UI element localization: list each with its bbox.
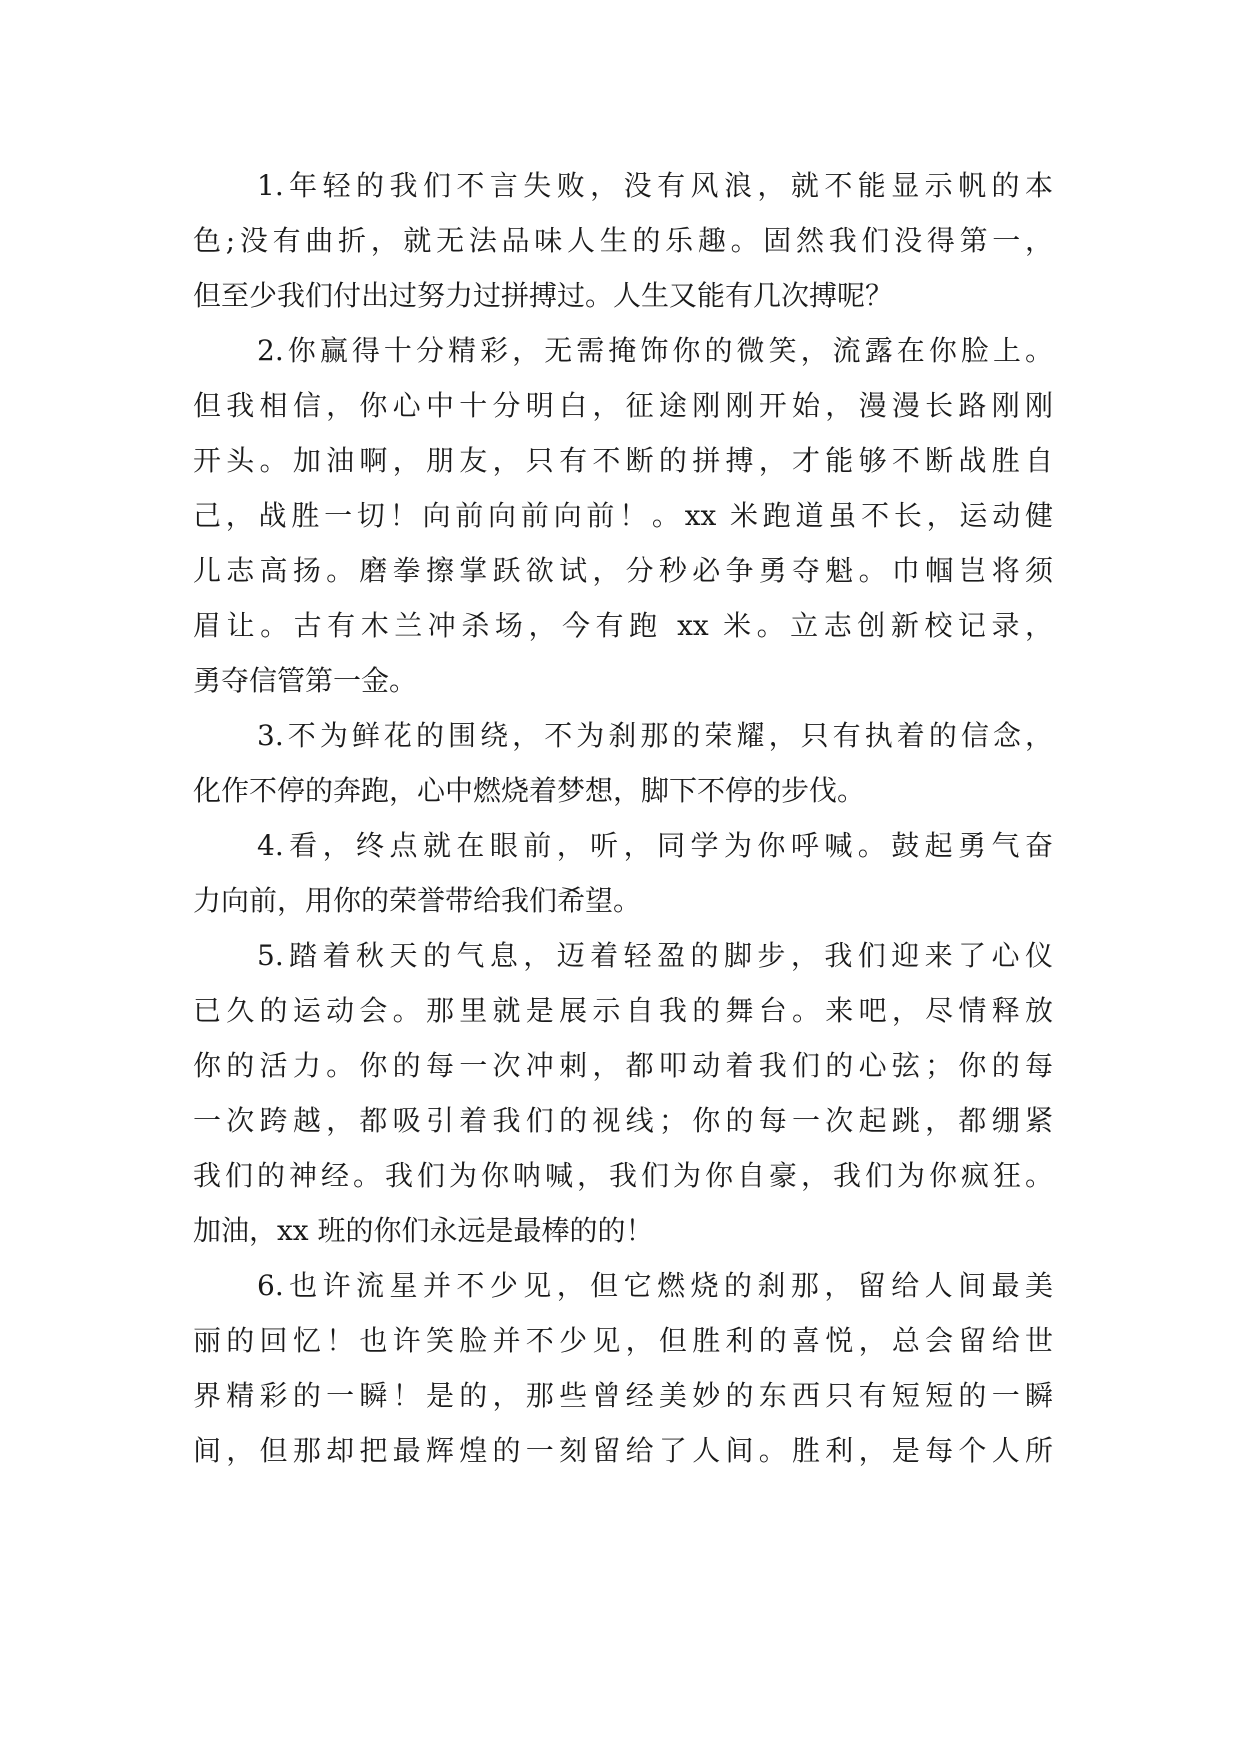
paragraph-line: 丽的回忆！也许笑脸并不少见，但胜利的喜悦，总会留给世 bbox=[193, 1324, 1053, 1357]
paragraph-line: 己，战胜一切！向前向前向前！。xx 米跑道虽不长，运动健 bbox=[193, 499, 1053, 532]
paragraph-line: 但至少我们付出过努力过拼搏过。人生又能有几次搏呢？ bbox=[193, 279, 894, 312]
paragraph-4 bbox=[193, 818, 1053, 928]
paragraph-line: 间，但那却把最辉煌的一刻留给了人间。胜利，是每个人所 bbox=[193, 1434, 1053, 1467]
paragraph-line: 力向前，用你的荣誉带给我们希望。 bbox=[193, 884, 642, 917]
paragraph-line: 2.你赢得十分精彩，无需掩饰你的微笑，流露在你脸上。 bbox=[257, 334, 1053, 367]
paragraph-line: 我们的神经。我们为你呐喊，我们为你自豪，我们为你疯狂。 bbox=[193, 1159, 1053, 1192]
paragraph-line: 儿志高扬。磨拳擦掌跃欲试，分秒必争勇夺魁。巾帼岂将须 bbox=[193, 554, 1053, 587]
paragraph-1 bbox=[193, 158, 1053, 323]
paragraph-3 bbox=[193, 708, 1053, 818]
paragraph-line: 已久的运动会。那里就是展示自我的舞台。来吧，尽情释放 bbox=[193, 994, 1053, 1027]
paragraph-line: 开头。加油啊，朋友，只有不断的拼搏，才能够不断战胜自 bbox=[193, 444, 1053, 477]
paragraph-line: 勇夺信管第一金。 bbox=[193, 664, 418, 697]
paragraph-line: 眉让。古有木兰冲杀场，今有跑 xx 米。立志创新校记录， bbox=[193, 609, 1053, 642]
paragraph-line: 4.看，终点就在眼前，听，同学为你呼喊。鼓起勇气奋 bbox=[257, 829, 1053, 862]
paragraph-line: 你的活力。你的每一次冲刺，都叩动着我们的心弦；你的每 bbox=[193, 1049, 1053, 1082]
paragraph-line: 界精彩的一瞬！是的，那些曾经美妙的东西只有短短的一瞬 bbox=[193, 1379, 1053, 1412]
paragraph-line: 1.年轻的我们不言失败，没有风浪，就不能显示帆的本 bbox=[257, 169, 1053, 202]
paragraph-5 bbox=[193, 928, 1053, 1258]
paragraph-2 bbox=[193, 323, 1053, 708]
paragraph-line: 3.不为鲜花的围绕，不为刹那的荣耀，只有执着的信念， bbox=[257, 719, 1053, 752]
paragraph-line: 但我相信，你心中十分明白，征途刚刚开始，漫漫长路刚刚 bbox=[193, 389, 1053, 422]
document-body bbox=[193, 158, 1053, 1478]
paragraph-line: 色;没有曲折，就无法品味人生的乐趣。固然我们没得第一， bbox=[193, 224, 1053, 257]
paragraph-line: 化作不停的奔跑，心中燃烧着梦想，脚下不停的步伐。 bbox=[193, 774, 866, 807]
paragraph-6 bbox=[193, 1258, 1053, 1478]
paragraph-line: 5.踏着秋天的气息，迈着轻盈的脚步，我们迎来了心仪 bbox=[257, 939, 1053, 972]
paragraph-line: 加油，xx 班的你们永远是最棒的的！ bbox=[193, 1214, 654, 1247]
paragraph-line: 6.也许流星并不少见，但它燃烧的刹那，留给人间最美 bbox=[257, 1269, 1053, 1302]
paragraph-line: 一次跨越，都吸引着我们的视线；你的每一次起跳，都绷紧 bbox=[193, 1104, 1053, 1137]
